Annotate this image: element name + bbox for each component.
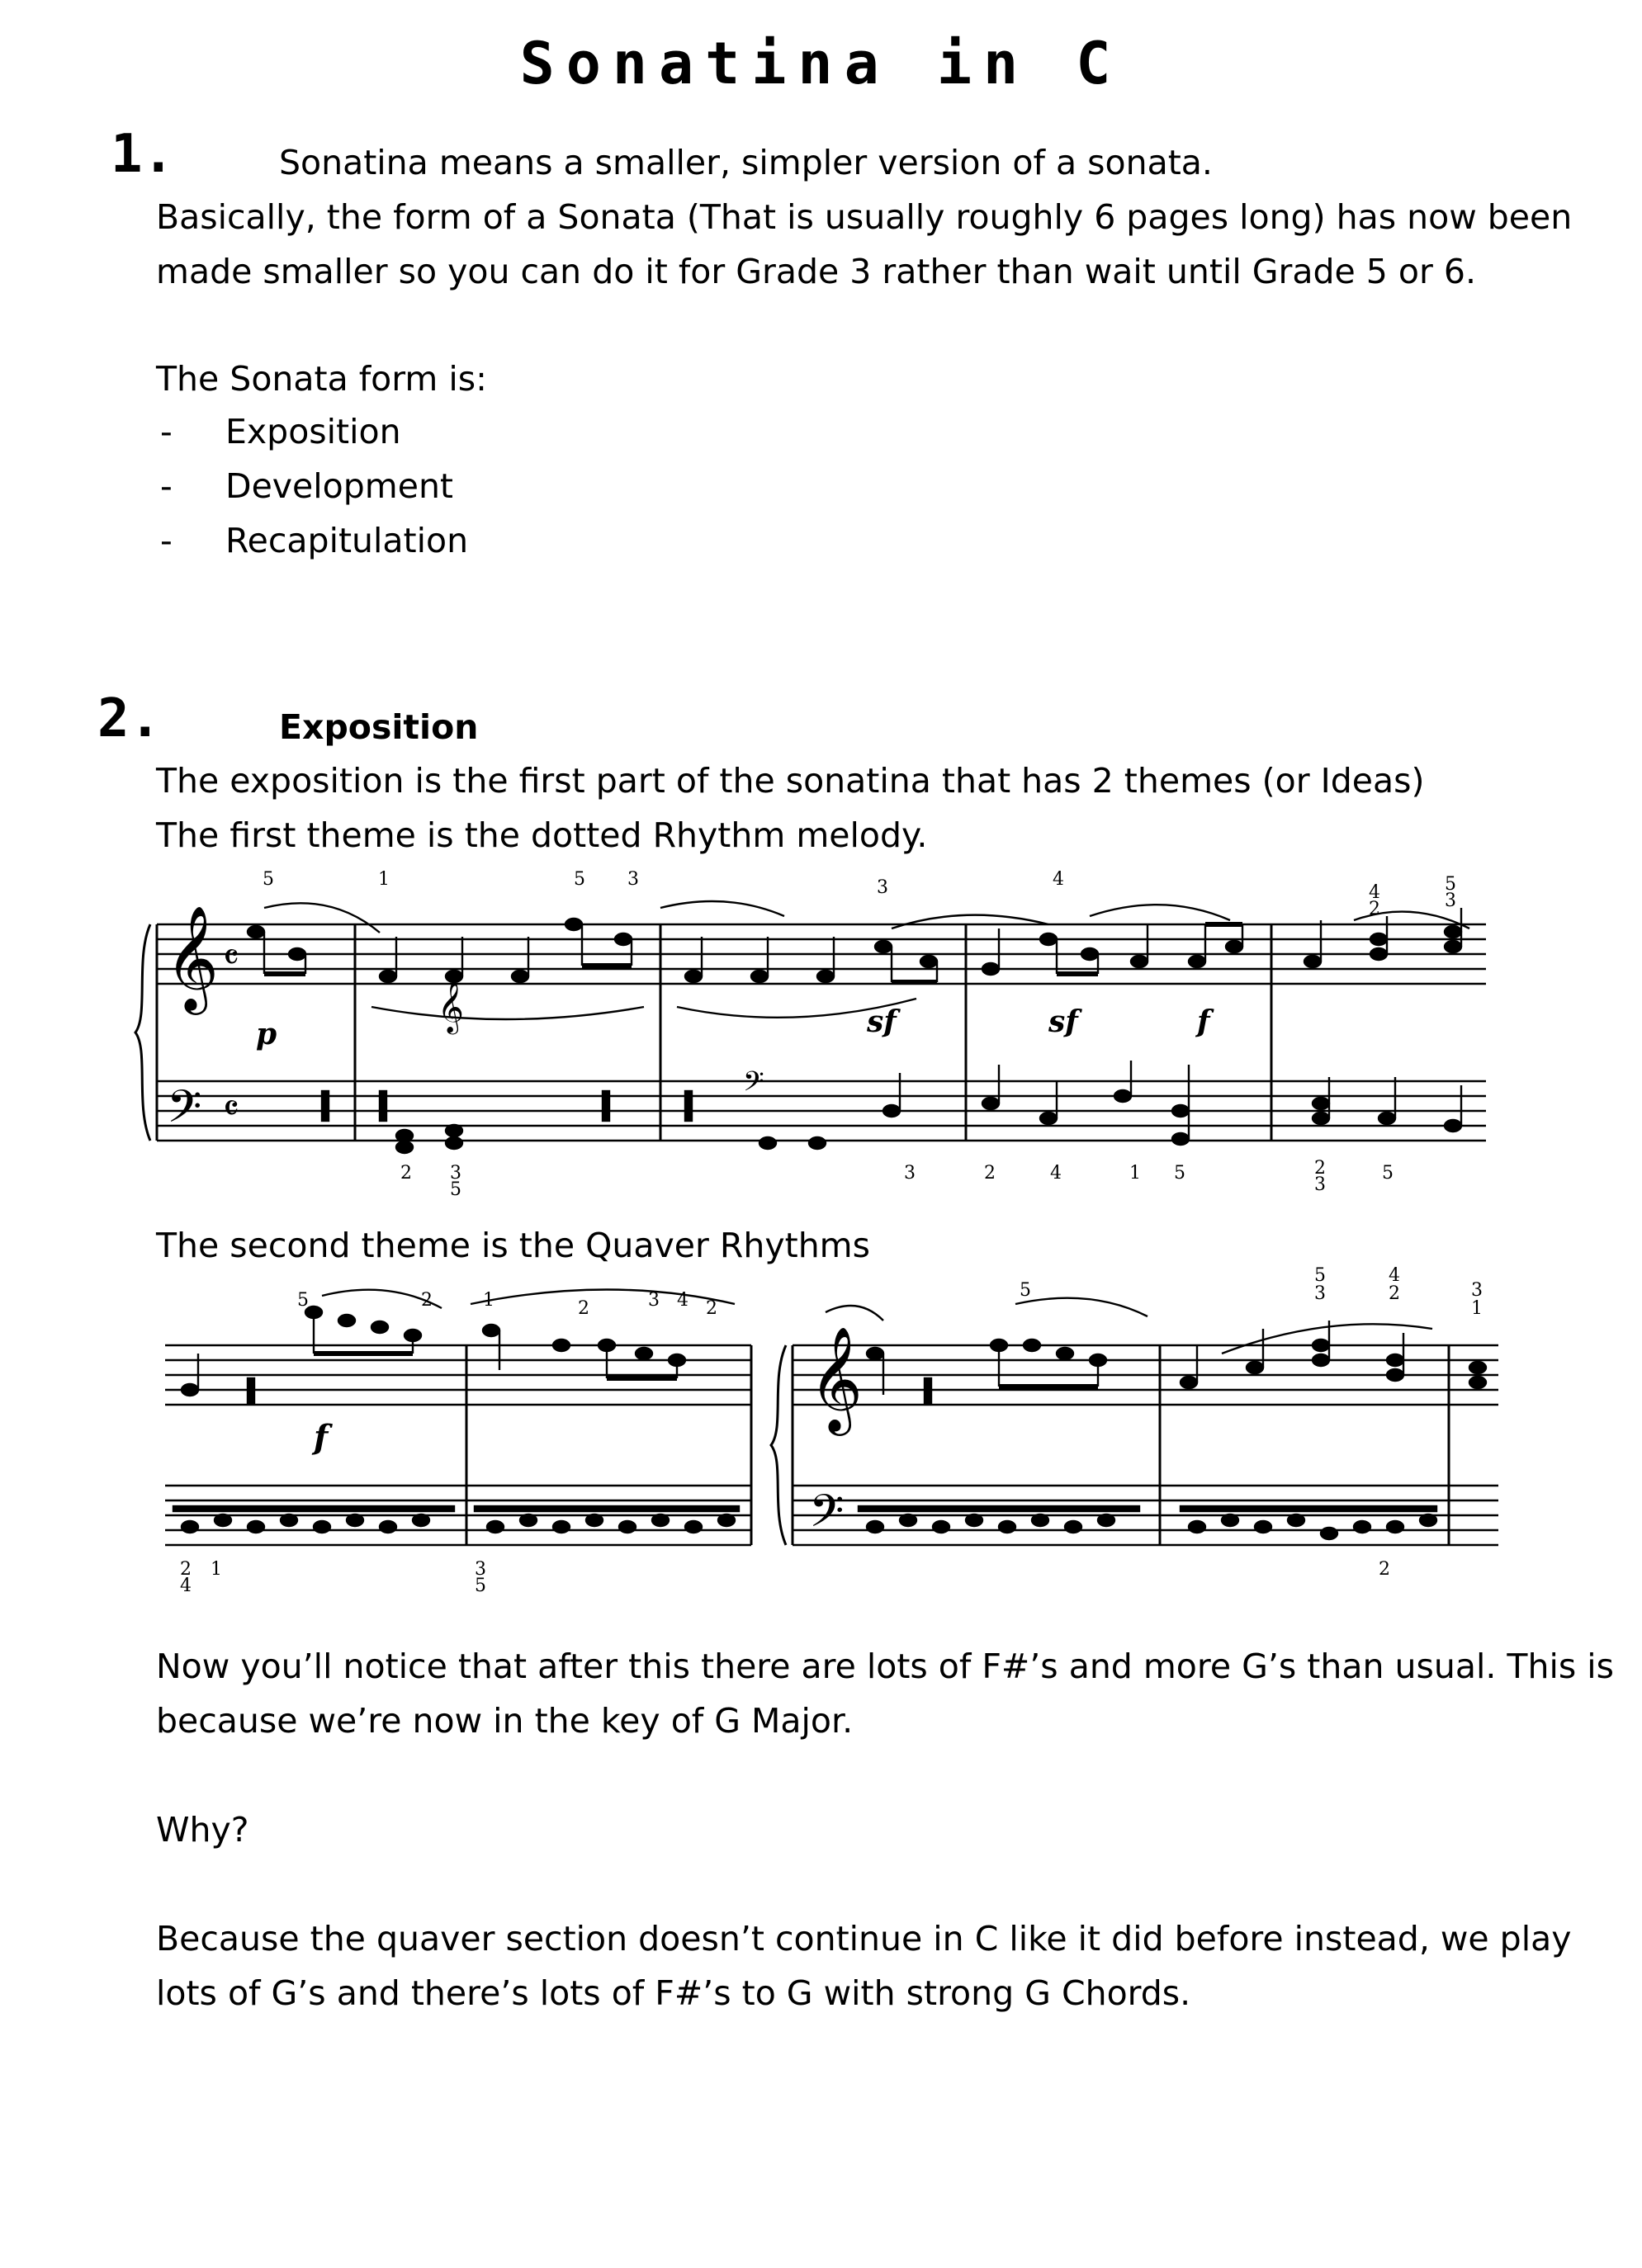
fingering-number: 1 xyxy=(1471,1298,1483,1319)
exposition-line-1: The exposition is the first part of the sonatina that has 2 themes (or Ideas) xyxy=(156,761,1425,801)
dynamic-marking: f xyxy=(314,1418,329,1457)
bass-clef: 𝄢 xyxy=(167,1080,202,1144)
section-1-number: 1. xyxy=(111,124,175,185)
fingering-number: 5 xyxy=(1174,1163,1185,1184)
because-line-2: lots of G’s and there’s lots of F#’s to G with strong G Chords. xyxy=(156,1973,1191,2013)
fingering-number: 3 xyxy=(475,1559,486,1580)
treble-clef: 𝄞 xyxy=(438,980,464,1032)
fingering-number: 2 xyxy=(1379,1559,1390,1580)
bass-clef: 𝄢 xyxy=(809,1485,845,1548)
dynamic-marking: sf xyxy=(867,1004,897,1039)
fingering-number: 1 xyxy=(483,1290,494,1311)
sonata-form-intro: The Sonata form is: xyxy=(156,359,487,399)
time-signature: 𝄴 xyxy=(223,937,239,979)
fingering-number: 3 xyxy=(904,1163,916,1184)
section-1-paragraph-line-1: Basically, the form of a Sonata (That is usually roughly 6 pages long) has now been xyxy=(156,197,1573,237)
fingering-number: 5 xyxy=(1382,1163,1394,1184)
time-signature: 𝄴 xyxy=(223,1088,239,1130)
fingering-number: 5 xyxy=(475,1576,486,1596)
list-item-label: Development xyxy=(225,466,454,506)
fingering-number: 3 xyxy=(1314,1174,1326,1195)
fingering-number: 1 xyxy=(211,1559,222,1580)
fingering-number: 5 xyxy=(1020,1280,1031,1301)
list-item-label: Exposition xyxy=(225,412,401,451)
fingering-number: 3 xyxy=(877,877,888,898)
bullet-dash: - xyxy=(160,466,173,506)
fingering-number: 2 xyxy=(1389,1283,1400,1304)
fingering-number: 4 xyxy=(180,1576,192,1596)
notice-line-1: Now you’ll notice that after this there are lots of F#’s and more G’s than usual. This is xyxy=(156,1647,1614,1686)
fingering-number: 2 xyxy=(706,1298,717,1319)
fingering-number: 5 xyxy=(1445,874,1456,895)
treble-clef: 𝄞 xyxy=(809,1325,864,1431)
fingering-number: 3 xyxy=(627,869,639,890)
fingering-number: 5 xyxy=(574,869,585,890)
fingering-number: 2 xyxy=(578,1298,589,1319)
fingering-number: 4 xyxy=(1389,1265,1400,1286)
bass-clef: 𝄢 xyxy=(743,1066,764,1104)
section-2-heading: Exposition xyxy=(279,707,479,747)
exposition-line-2: The first theme is the dotted Rhythm melody. xyxy=(156,815,928,855)
first-theme-score xyxy=(132,858,1494,1197)
fingering-number: 2 xyxy=(1314,1158,1326,1179)
fingering-number: 2 xyxy=(180,1559,192,1580)
fingering-number: 4 xyxy=(677,1290,689,1311)
fingering-number: 4 xyxy=(1369,882,1380,903)
notice-line-2: because we’re now in the key of G Major. xyxy=(156,1701,854,1741)
second-theme-caption: The second theme is the Quaver Rhythms xyxy=(156,1226,870,1265)
because-line-1: Because the quaver section doesn’t continue in C like it did before instead, we play xyxy=(156,1919,1572,1959)
fingering-number: 5 xyxy=(450,1179,461,1197)
fingering-number: 3 xyxy=(1314,1283,1326,1304)
fingering-number: 1 xyxy=(378,869,390,890)
fingering-number: 3 xyxy=(648,1290,660,1311)
fingering-number: 2 xyxy=(421,1290,433,1311)
fingering-number: 4 xyxy=(1053,869,1064,890)
fingering-number: 3 xyxy=(1471,1280,1483,1301)
fingering-number: 5 xyxy=(1314,1265,1326,1286)
fingering-number: 2 xyxy=(1369,899,1380,919)
second-theme-score xyxy=(157,1263,1502,1609)
page-title: Sonatina in C xyxy=(519,30,1123,97)
fingering-number: 2 xyxy=(984,1163,996,1184)
bullet-dash: - xyxy=(160,521,173,560)
fingering-number: 2 xyxy=(400,1163,412,1184)
fingering-number: 5 xyxy=(263,869,274,890)
treble-clef: 𝄞 xyxy=(165,905,220,1010)
fingering-number: 4 xyxy=(1050,1163,1062,1184)
fingering-number: 1 xyxy=(1129,1163,1141,1184)
list-item-label: Recapitulation xyxy=(225,521,469,560)
why-question: Why? xyxy=(156,1810,249,1850)
dynamic-marking: f xyxy=(1197,1004,1210,1039)
section-2-number: 2. xyxy=(97,688,162,749)
bullet-dash: - xyxy=(160,412,173,451)
dynamic-marking: p xyxy=(256,1017,277,1051)
fingering-number: 3 xyxy=(1445,891,1456,911)
dynamic-marking: sf xyxy=(1048,1004,1078,1039)
fingering-number: 5 xyxy=(297,1290,309,1311)
section-1-lead: Sonatina means a smaller, simpler version of a sonata. xyxy=(279,143,1213,182)
section-1-paragraph-line-2: made smaller so you can do it for Grade 3 rather than wait until Grade 5 or 6. xyxy=(156,252,1477,291)
fingering-number: 3 xyxy=(450,1163,461,1184)
